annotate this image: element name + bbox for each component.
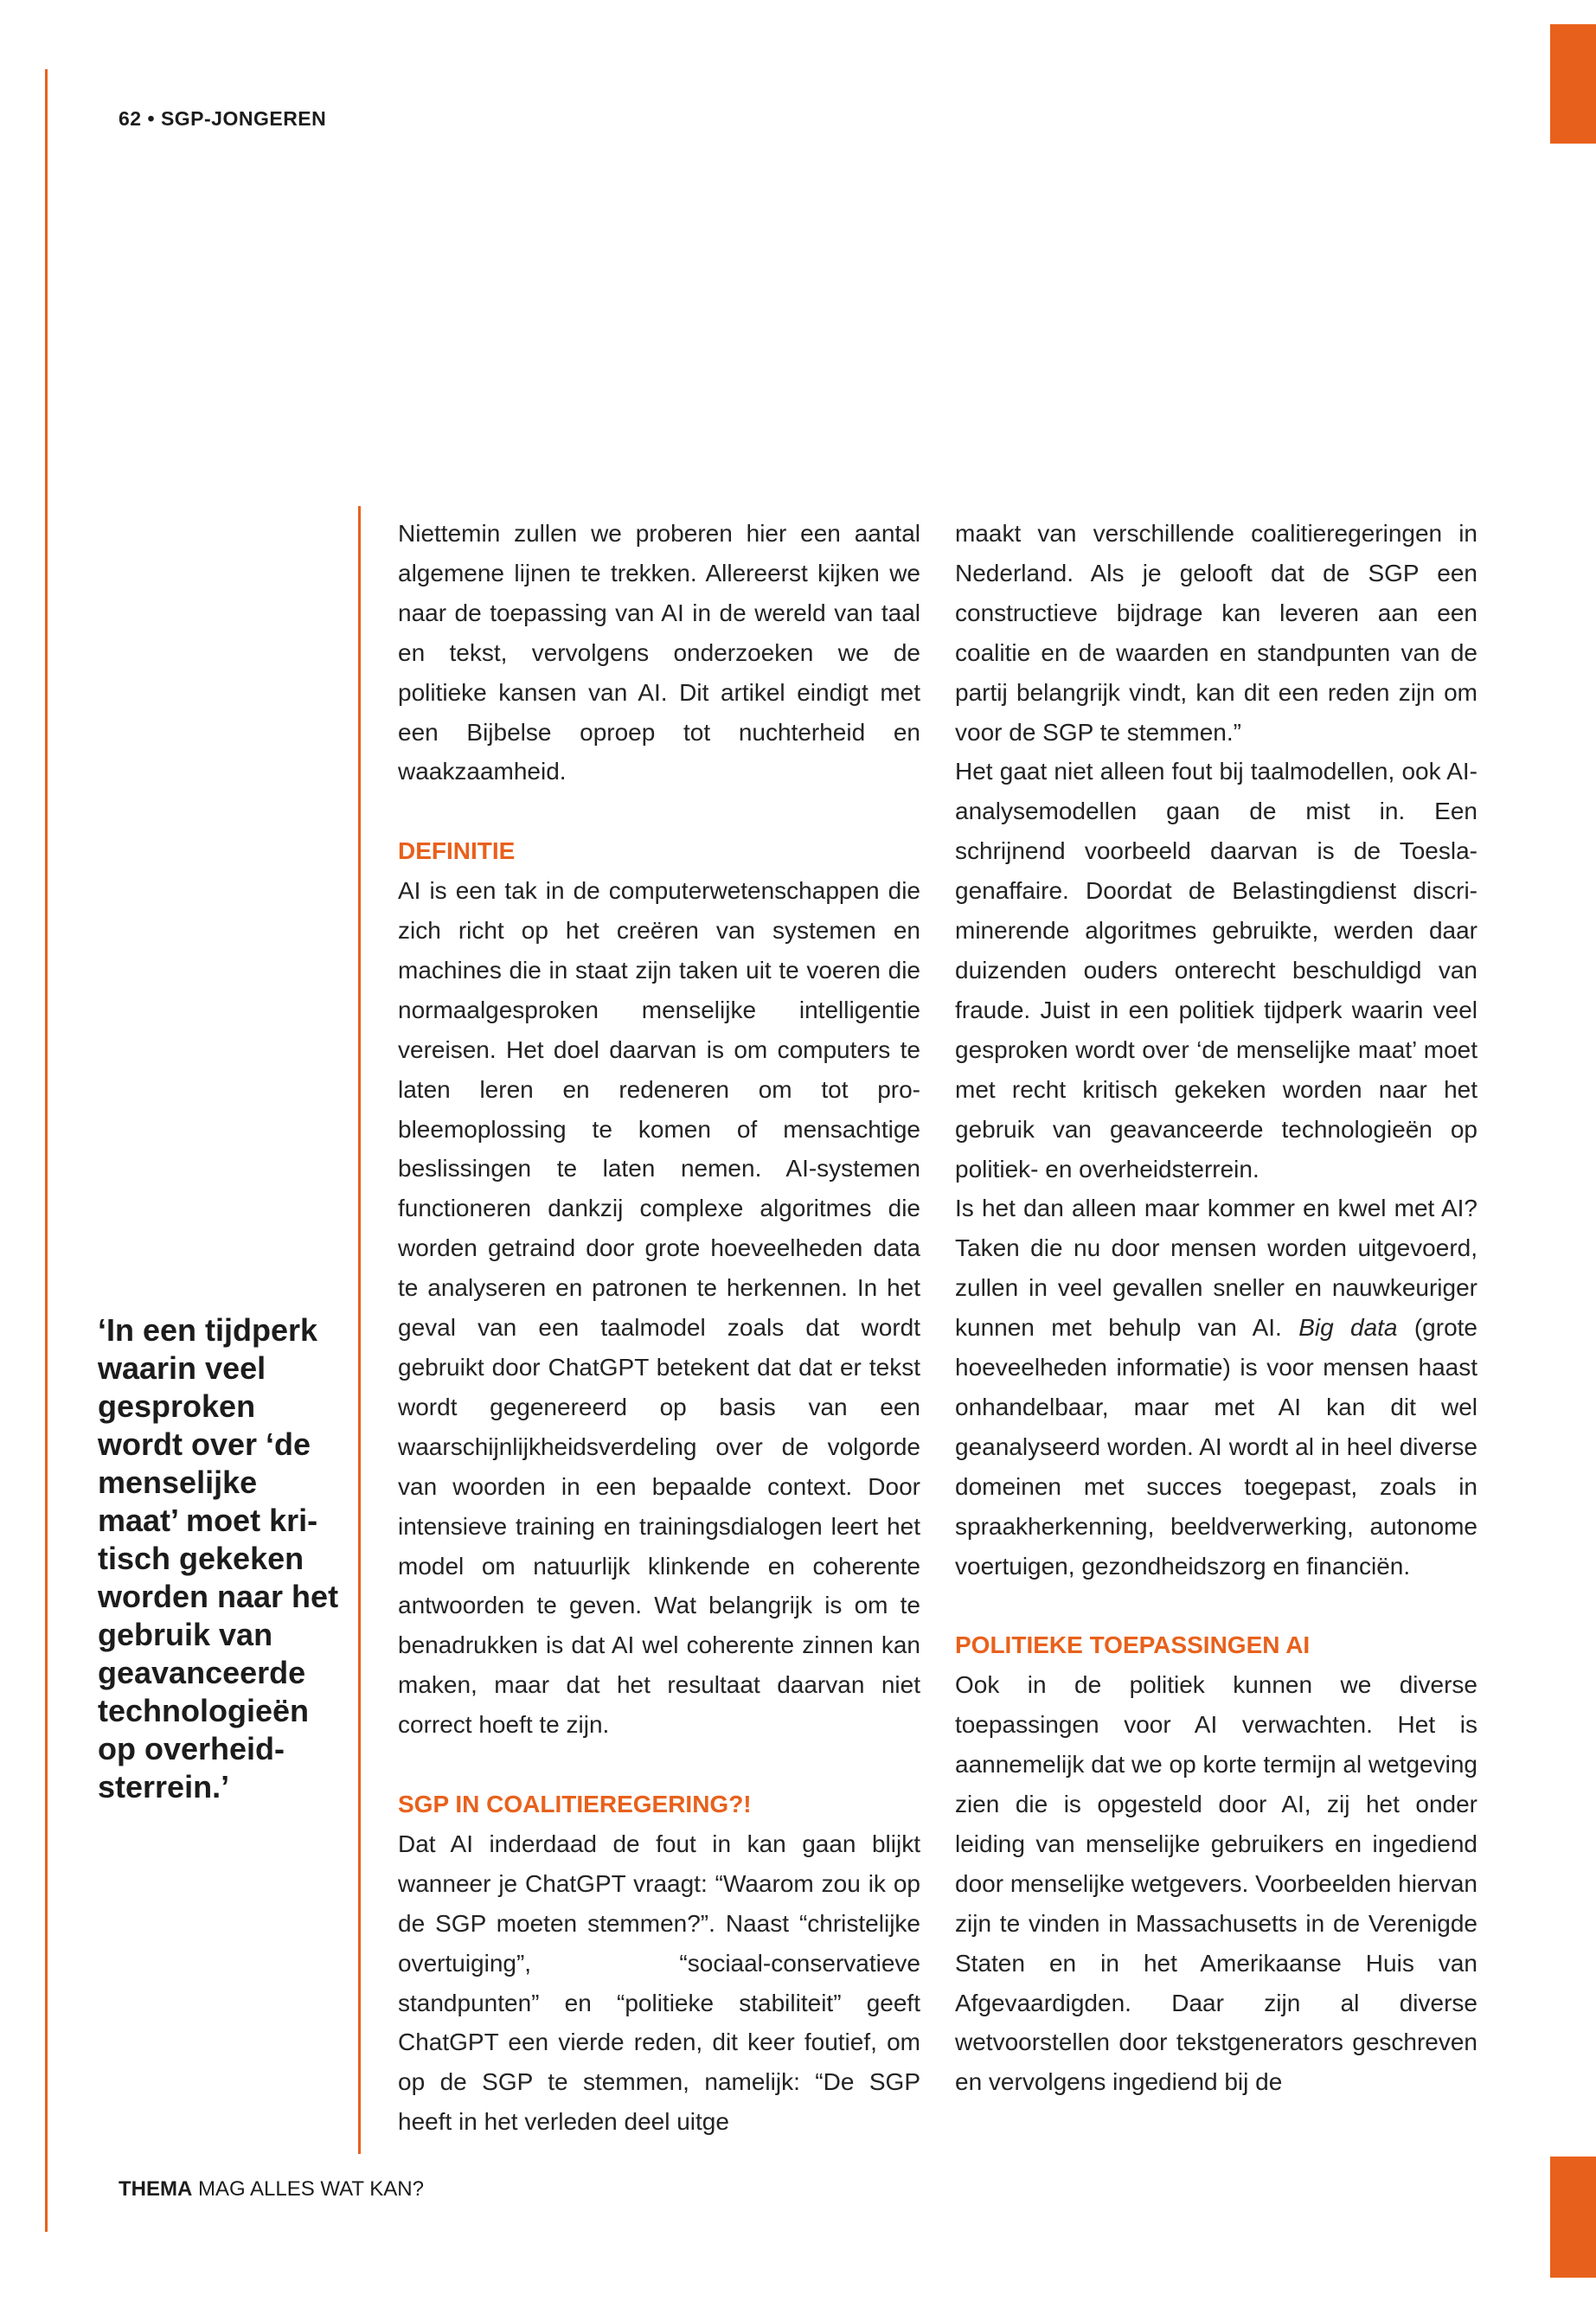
big-data-term: Big data — [1298, 1314, 1398, 1342]
definitie-paragraph: AI is een tak in de computerwetenschappen die zich richt op het creëren van systemen en machines die in staat zijn taken uit te voeren die normaalgesproken menselijke intelligentie vereisen. Het doel daarvan is om computers te laten leren en redeneren om tot probleemoplossing te komen of mensachtige beslissingen te laten nemen. AI-systemen functioneren dankzij complexe algoritmes die worden getraind door grote hoeveelheden data te analyseren en patronen te herkennen. In het geval van een taalmodel zoals dat wordt gebruikt door ChatGPT betekent dat dat er tekst wordt gegenereerd op basis van een waarschijnlijkheidsverdeling over de volgorde van woorden in een bepaalde context. Door intensieve training en trainingsdialogen leert het model om natuurlijk klinkende en coherente antwoorden te geven. Wat belangrijk is om te benadrukken is dat AI wel coherente zinnen kan maken, maar dat het resultaat daarvan niet correct hoeft te zijn. — [398, 877, 920, 1739]
footer-title: MAG ALLES WAT KAN? — [198, 2177, 424, 2201]
intro-paragraph: Niettemin zullen we proberen hier een aantal algemene lijnen te trekken. Allereerst kijken we naar de toepassing van AI in de wereld van taal en tekst, vervolgens onderzoeken we de politieke kansen van AI. Dit artikel eindigt met een Bijbelse oproep tot nuchterheid en waakzaamheid. — [398, 520, 920, 785]
accent-tab-top — [1550, 24, 1596, 144]
accent-tab-bottom — [1550, 2157, 1596, 2278]
big-data-lead: Is het dan alleen maar kommer en kwel met AI? Taken die nu door mensen worden uitgevoerd, zullen in veel gevallen sneller en nauwkeuriger kunnen met behulp van AI. — [955, 1195, 1477, 1342]
separator-dot: • — [147, 107, 156, 130]
pull-quote: ‘In een tijdperk waarin veel gesproken wordt over ‘de menselijke maat’ moet kritisch gekeken worden naar het gebruik van geavanceerde technologieën op overheidsterrein.’ — [98, 1312, 339, 1804]
coalition-paragraph: maakt van verschillende coalitieregeringen in Nederland. Als je gelooft dat de SGP een constructieve bijdrage kan leveren aan een coalitie en de waarden en standpunten van de partij belangrijk vindt, kan dit een reden zijn om voor de SGP te stemmen.” — [955, 520, 1477, 746]
left-column — [398, 514, 920, 2142]
publication-name: SGP-JONGEREN — [160, 107, 327, 130]
right-column — [955, 514, 1477, 2102]
column-rule — [358, 506, 361, 2154]
sgp-paragraph: Dat AI inderdaad de fout in kan gaan blijkt wanneer je ChatGPT vraagt: “Waarom zou ik op de SGP moeten stemmen?”. Naast “christelijke overtuiging”, “sociaal-conservatieve standpunten” en “politieke stabiliteit” geeft ChatGPT een vierde reden, dit keer foutief, om op de SGP te stemmen, namelijk: “De SGP heeft in het verleden deel uitge — [398, 1830, 920, 2136]
big-data-paragraph — [955, 1189, 1477, 1586]
toeslagen-paragraph: Het gaat niet alleen fout bij taalmodellen, ook AI-analysemodellen gaan de mist in. Een schrijnend voorbeeld daarvan is de Toeslagenaffaire. Doordat de Belastingdienst discriminerende algoritmes gebruikte, werden daar duizenden ouders onterecht beschuldigd van fraude. Juist in een politiek tijdperk waarin veel gesproken wordt over ‘de menselijke maat’ moet met recht kritisch gekeken worden naar het gebruik van geavanceerde technologieën op politiek- en overheidsterrein. — [955, 758, 1477, 1183]
politiek-heading: POLITIEKE TOEPASSINGEN AI — [955, 1631, 1311, 1659]
footer — [119, 2177, 424, 2202]
big-data-rest: (grote hoeveelheden informatie) is voor mensen haast onhandelbaar, maar met AI kan dit wel geanalyseerd worden. AI wordt al in heel diverse domeinen met succes toegepast, zoals in spraakherkenning, beeldverwerking, autonome voertuigen, gezondheidszorg en financiën. — [955, 1314, 1477, 1580]
margin-rule — [45, 69, 48, 2232]
running-head — [119, 107, 326, 131]
sgp-heading: SGP IN COALITIEREGERING?! — [398, 1790, 752, 1817]
definitie-heading: DEFINITIE — [398, 837, 516, 865]
page-number: 62 — [119, 107, 142, 130]
footer-section: THEMA — [119, 2177, 193, 2201]
politiek-paragraph: Ook in de politiek kunnen we diverse toepassingen voor AI verwachten. Het is aannemelijk dat we op korte termijn al wetgeving zien die is opgesteld door AI, zij het onder leiding van menselijke gebruikers en ingediend door menselijke wetgevers. Voorbeelden hiervan zijn te vinden in Massachusetts in de Verenigde Staten en in het Amerikaanse Huis van Afgevaardigden. Daar zijn al diverse wetvoorstellen door tekstgenerators geschreven en vervolgens ingediend bij de — [955, 1671, 1477, 2096]
